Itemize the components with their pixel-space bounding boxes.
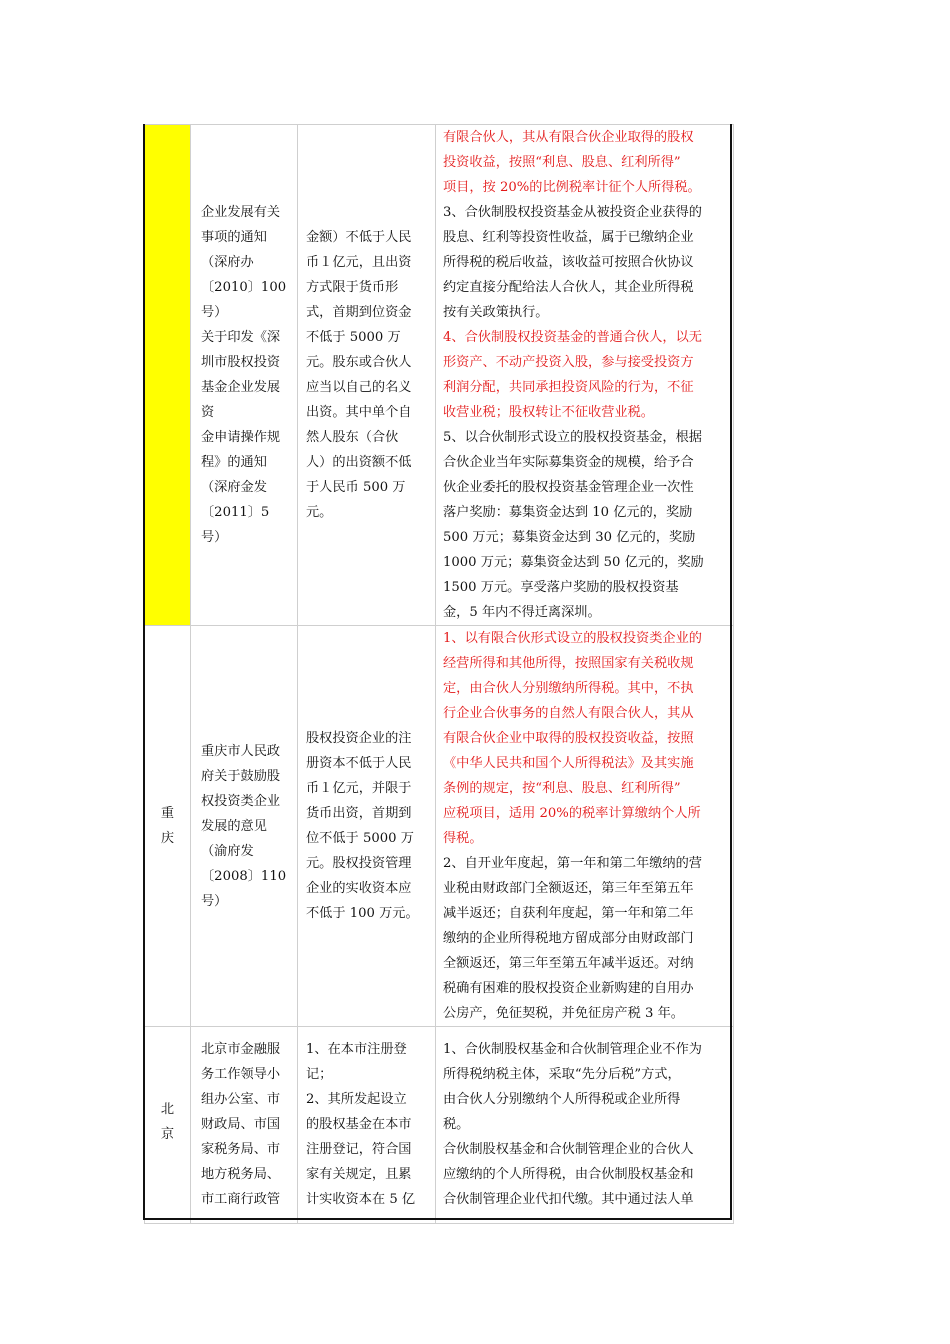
policy-cell (436, 125, 734, 626)
text-line: 币１亿元，并限于 (306, 781, 412, 796)
text-line: 利润分配，共同承担投资风险的行为，不征 (443, 380, 694, 395)
text-line: 重庆市人民政 (201, 743, 281, 759)
text-line: 5、以合伙制形式设立的股权投资基金，根据 (443, 430, 702, 445)
capital-cell (298, 626, 436, 1027)
text-line: 条例的规定，按“利息、股息、红利所得” (443, 781, 681, 796)
city-char: 京 (160, 1127, 175, 1142)
text-line: 金额）不低于人民 (306, 230, 412, 245)
capital-text (298, 225, 435, 525)
text-line: 企业发展有关 (201, 205, 281, 220)
text-line: 财政局、市国 (201, 1117, 281, 1132)
text-line: 地方税务局、 (201, 1167, 281, 1182)
table-right-border (730, 124, 732, 1220)
text-line: 合伙制管理企业代扣代缴。其中通过法人单 (443, 1192, 694, 1207)
text-line: 2、其所发起设立 (306, 1092, 407, 1107)
text-line: 形资产、不动产投资入股，参与接受投资方 (443, 355, 694, 370)
text-line: 务工作领导小 (201, 1067, 281, 1082)
text-line: 由合伙人分别缴纳个人所得税或企业所得 (443, 1092, 681, 1107)
text-line: 号） (201, 305, 228, 320)
table-row-beijing (145, 1027, 734, 1224)
text-line: 程》的通知 (201, 455, 267, 470)
text-line: 1000 万元；募集资金达到 50 亿元的，奖励 (443, 555, 704, 570)
text-line: （深府金发 (201, 480, 267, 495)
text-line: 家税务局、市 (201, 1142, 281, 1157)
text-line: 2、自开业年度起，第一年和第二年缴纳的营 (443, 856, 702, 871)
text-line: 〔2010〕100 (201, 280, 287, 295)
policy-cell (436, 1027, 734, 1224)
text-line: 伙企业委托的股权投资基金管理企业一次性 (443, 480, 694, 495)
text-line: 税。 (443, 1117, 470, 1132)
document-text (191, 739, 297, 914)
text-line: 行企业合伙事务的自然人有限合伙人，其从 (443, 706, 694, 721)
text-line: 项目，按 20%的比例税率计征个人所得税。 (443, 180, 701, 195)
text-line: 〔2008〕110 (201, 868, 287, 884)
text-line: 股息、红利等投资性收益，属于已缴纳企业 (443, 230, 694, 245)
text-line: 的股权基金在本市 (306, 1117, 412, 1132)
text-line: 元。股东或合伙人 (306, 355, 412, 370)
capital-cell (298, 1027, 436, 1224)
text-line: 合伙企业当年实际募集资金的规模，给予合 (443, 455, 694, 470)
text-line: 册资本不低于人民 (306, 756, 412, 771)
text-line: 府关于鼓励股 (201, 768, 281, 784)
text-line: 金申请操作规 (201, 430, 281, 445)
text-line: 4、合伙制股权投资基金的普通合伙人，以无 (443, 330, 702, 345)
text-line: 有限合伙企业中取得的股权投资收益，按照 (443, 731, 694, 746)
text-line: 全额返还，第三年至第五年减半返还。对纳 (443, 956, 694, 971)
text-line: 圳市股权投资 (201, 355, 281, 370)
policy-text (436, 125, 733, 625)
text-line: 记； (306, 1067, 333, 1082)
text-line: 合伙制股权基金和合伙制管理企业的合伙人 (443, 1142, 694, 1157)
text-line: 减半返还；自获利年度起，第一年和第二年 (443, 906, 694, 921)
city-name (160, 801, 176, 851)
city-char: 庆 (160, 831, 175, 846)
text-line: 发展的意见 (201, 818, 267, 834)
text-line: 所得税的税后收益，该收益可按照合伙协议 (443, 255, 694, 270)
text-line: 500 万元；募集资金达到 30 亿元的，奖励 (443, 530, 696, 545)
text-line: 投资收益，按照“利息、股息、红利所得” (443, 155, 681, 170)
text-line: 经营所得和其他所得，按照国家有关税收规 (443, 656, 694, 671)
text-line: 关于印发《深 (201, 330, 281, 345)
text-line: 事项的通知 (201, 230, 267, 245)
text-line: 应当以自己的名义 (306, 380, 412, 395)
text-line: 收营业税；股权转让不征收营业税。 (443, 405, 654, 420)
text-line: 股权投资企业的注 (306, 731, 412, 746)
policy-table-page (144, 124, 731, 1224)
policy-text (436, 1027, 733, 1212)
document-cell (191, 125, 298, 626)
text-line: 金，5 年内不得迁离深圳。 (443, 605, 601, 620)
table-bottom-border (144, 1218, 732, 1220)
text-line: 位不低于 5000 万 (306, 831, 414, 846)
text-line: 权投资类企业 (201, 793, 281, 809)
text-line: 3、合伙制股权投资基金从被投资企业获得的 (443, 205, 702, 220)
text-line: 不低于 100 万元。 (306, 906, 419, 921)
city-name (160, 1097, 176, 1147)
text-line: 〔2011〕5 (201, 505, 270, 520)
city-char: 重 (160, 806, 175, 821)
text-line: 税确有困难的股权投资企业新购建的自用办 (443, 981, 694, 996)
text-line: 式，首期到位资金 (306, 305, 412, 320)
text-line: 计实收资本在 5 亿 (306, 1192, 416, 1207)
text-line: 于人民币 500 万 (306, 480, 406, 495)
text-line: 所得税纳税主体，采取“先分后税”方式， (443, 1067, 681, 1082)
table-row-chongqing (145, 626, 734, 1027)
text-line: 得税。 (443, 831, 483, 846)
text-line: 号） (201, 530, 228, 545)
text-line: 元。股权投资管理 (306, 856, 412, 871)
text-line: 出资。其中单个自 (306, 405, 412, 420)
city-cell (145, 1027, 191, 1224)
text-line: 北京市金融服 (201, 1042, 281, 1057)
text-line: 应缴纳的个人所得税，由合伙制股权基金和 (443, 1167, 694, 1182)
document-cell (191, 626, 298, 1027)
document-text (191, 1027, 297, 1212)
city-cell (145, 125, 191, 626)
text-line: 币１亿元，且出资 (306, 255, 412, 270)
text-line: 货币出资，首期到 (306, 806, 412, 821)
text-line: 市工商行政管 (201, 1192, 281, 1207)
policy-text (436, 626, 733, 1026)
text-line: 方式限于货币形 (306, 280, 399, 295)
text-line: 1、以有限合伙形式设立的股权投资类企业的 (443, 631, 702, 646)
text-line: 基金企业发展资 (201, 380, 281, 420)
city-cell (145, 626, 191, 1027)
capital-text (298, 726, 435, 926)
table-row-shenzhen (145, 125, 734, 626)
text-line: 业税由财政部门全额返还，第三年至第五年 (443, 881, 694, 896)
text-line: 有限合伙人，其从有限合伙企业取得的股权 (443, 130, 694, 145)
table-left-border (143, 124, 145, 1220)
text-line: 缴纳的企业所得税地方留成部分由财政部门 (443, 931, 694, 946)
text-line: 公房产，免征契税，并免征房产税 3 年。 (443, 1006, 684, 1021)
document-text (191, 200, 297, 550)
text-line: 《中华人民共和国个人所得税法》及其实施 (443, 756, 694, 771)
text-line: （渝府发 (201, 843, 254, 859)
policy-cell (436, 626, 734, 1027)
document-cell (191, 1027, 298, 1224)
text-line: 定，由合伙人分别缴纳所得税。其中，不执 (443, 681, 694, 696)
city-char: 北 (160, 1102, 175, 1117)
text-line: 组办公室、市 (201, 1092, 281, 1107)
text-line: （深府办 (201, 255, 254, 270)
policy-table (144, 124, 734, 1224)
text-line: 元。 (306, 505, 333, 520)
text-line: 应税项目，适用 20%的税率计算缴纳个人所 (443, 806, 701, 821)
text-line: 注册登记，符合国 (306, 1142, 412, 1157)
text-line: 人）的出资额不低 (306, 455, 412, 470)
text-line: 1500 万元。享受落户奖励的股权投资基 (443, 580, 679, 595)
text-line: 然人股东（合伙 (306, 430, 399, 445)
text-line: 按有关政策执行。 (443, 305, 549, 320)
text-line: 家有关规定，且累 (306, 1167, 412, 1182)
text-line: 不低于 5000 万 (306, 330, 401, 345)
text-line: 企业的实收资本应 (306, 881, 412, 896)
capital-text (298, 1027, 435, 1212)
capital-cell (298, 125, 436, 626)
text-line: 号） (201, 893, 228, 909)
text-line: 约定直接分配给法人合伙人，其企业所得税 (443, 280, 694, 295)
text-line: 落户奖励：募集资金达到 10 亿元的，奖励 (443, 505, 693, 520)
text-line: 1、合伙制股权基金和合伙制管理企业不作为 (443, 1042, 702, 1057)
text-line: 1、在本市注册登 (306, 1042, 407, 1057)
